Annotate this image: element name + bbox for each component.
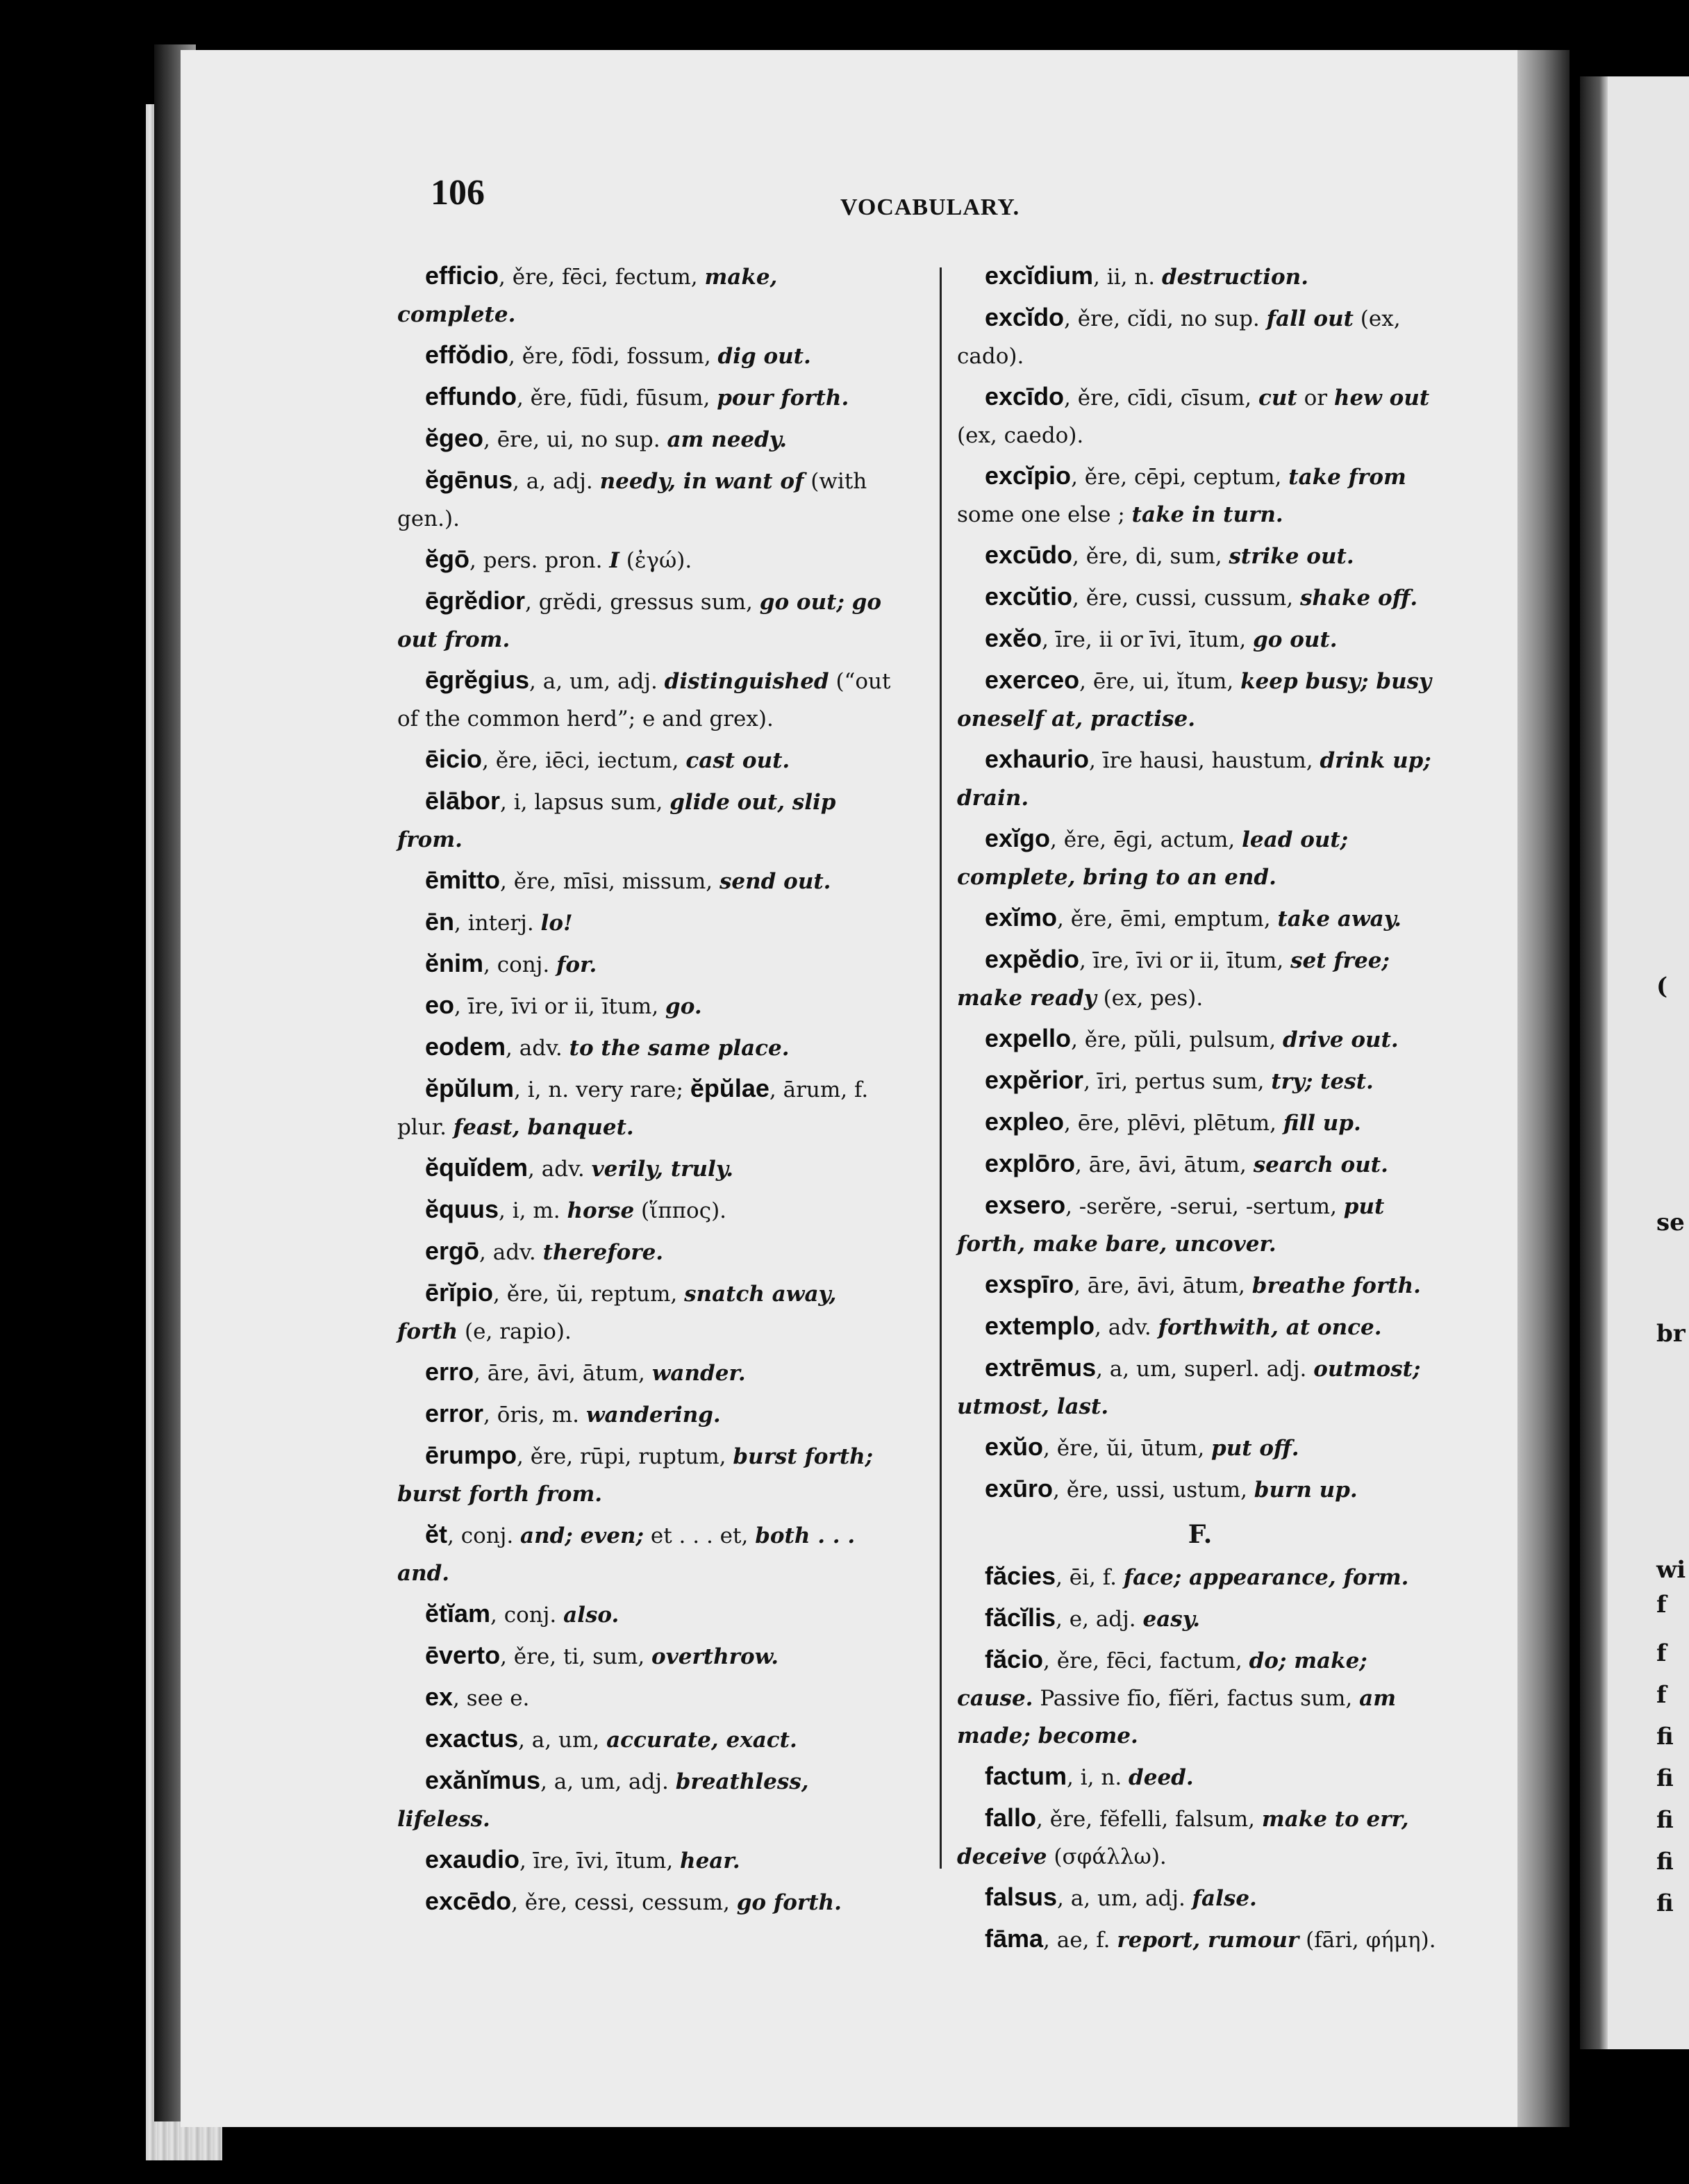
grammar-info: , adv.	[506, 1036, 569, 1061]
head-word: ēgrĕdior	[425, 586, 526, 615]
grammar-info: , see e.	[453, 1686, 530, 1711]
vocabulary-entry	[397, 782, 901, 859]
adjacent-page-gutter	[1580, 76, 1608, 2049]
vocabulary-entry	[397, 1070, 901, 1146]
head-word: expello	[985, 1024, 1072, 1052]
definition: report, rumour	[1117, 1928, 1299, 1953]
adjacent-page-text-fragment: br	[1656, 1320, 1686, 1348]
definition: shake off.	[1299, 586, 1418, 611]
definition: accurate, exact.	[606, 1728, 797, 1753]
head-word: fallo	[985, 1803, 1037, 1832]
definition: fall out	[1266, 306, 1354, 331]
etymology-note: some one else ;	[957, 502, 1132, 527]
head-word: ēgrĕgius	[425, 665, 530, 694]
head-word: exĭgo	[985, 824, 1051, 852]
vocabulary-entry	[397, 861, 901, 900]
adjacent-page-text-fragment: wi	[1656, 1556, 1686, 1584]
vocabulary-entry	[957, 1641, 1443, 1755]
head-word: erro	[425, 1357, 474, 1386]
grammar-info: , ěre, ēgi, actum,	[1050, 827, 1242, 852]
vocabulary-entry	[957, 1799, 1443, 1876]
definition: take away.	[1277, 907, 1401, 932]
grammar-info: , a, um, superl. adj.	[1096, 1357, 1314, 1382]
etymology-note: (fāri, φήμη).	[1299, 1928, 1436, 1953]
head-word: ēlābor	[425, 786, 501, 815]
definition: also.	[563, 1603, 619, 1628]
head-word: ex	[425, 1682, 454, 1711]
head-word: excĭdium	[985, 261, 1094, 290]
vocabulary-entry	[397, 945, 901, 984]
etymology-note: (ἵππος).	[634, 1198, 727, 1223]
etymology-note: (ex, cado).	[957, 306, 1401, 369]
definition: to the same place.	[569, 1036, 790, 1061]
grammar-info: , ěre, fĕfelli, falsum,	[1036, 1807, 1262, 1832]
vocabulary-entry	[397, 986, 901, 1025]
head-word: ergō	[425, 1236, 480, 1265]
adjacent-page-text-fragment: fi	[1656, 1806, 1674, 1834]
head-word: excĭpio	[985, 461, 1072, 490]
definition: lo!	[540, 911, 573, 936]
vocabulary-entry	[397, 1678, 901, 1717]
vocabulary-entry	[957, 741, 1443, 817]
definition: needy, in want of	[599, 469, 804, 494]
vocabulary-entry	[397, 336, 901, 375]
definition: go forth.	[736, 1890, 842, 1915]
grammar-info: , adv.	[479, 1240, 543, 1265]
grammar-info: , īre, īvi, ītum,	[519, 1848, 681, 1873]
gutter-shadow	[1517, 50, 1570, 2127]
head-word: făcio	[985, 1645, 1044, 1673]
grammar-info: , ěre, cēpi, ceptum,	[1071, 465, 1289, 490]
grammar-info: , adv.	[1095, 1315, 1158, 1340]
vocabulary-entry	[957, 1470, 1443, 1509]
definition: burst forth; burst forth from.	[397, 1444, 874, 1507]
grammar-info: , ěre, fōdi, fossum,	[508, 344, 718, 369]
grammar-info: , īre, īvi or ii, ītum,	[454, 994, 666, 1019]
head-word: ĕquus	[425, 1195, 499, 1223]
vocabulary-entry	[957, 1061, 1443, 1100]
definition: burn up.	[1254, 1478, 1358, 1503]
vocabulary-entry	[957, 1599, 1443, 1638]
grammar-info: , ii, n.	[1093, 265, 1162, 290]
etymology-note: or	[1297, 386, 1334, 411]
head-word: expĕdio	[985, 945, 1080, 973]
head-word: ērumpo	[425, 1441, 517, 1469]
head-word: excĭdo	[985, 303, 1065, 331]
definition: outmost; utmost, last.	[957, 1357, 1421, 1419]
head-word: explōro	[985, 1149, 1076, 1177]
etymology-note: (ex, pes).	[1096, 986, 1204, 1011]
head-word: exŭo	[985, 1432, 1044, 1461]
adjacent-page-text-fragment: (	[1656, 973, 1668, 1000]
definition: both . . . and.	[397, 1523, 856, 1586]
head-word: extrēmus	[985, 1353, 1097, 1382]
vocabulary-entry	[397, 1274, 901, 1350]
etymology-note: (ex, caedo).	[957, 423, 1084, 448]
etymology-note: (ἐγώ).	[619, 548, 692, 573]
grammar-info: , a, um,	[518, 1728, 607, 1753]
head-word: error	[425, 1399, 484, 1428]
head-word: ēmitto	[425, 866, 500, 894]
definition: do; make; cause.	[957, 1648, 1367, 1711]
head-word: efficio	[425, 261, 499, 290]
vocabulary-entry	[957, 457, 1443, 533]
head-word: excēdo	[425, 1887, 512, 1915]
grammar-info: , adv.	[528, 1157, 592, 1182]
grammar-info: , a, um, adj.	[1057, 1886, 1192, 1911]
definition: send out.	[719, 869, 831, 894]
grammar-info: , pers. pron.	[469, 548, 610, 573]
vocabulary-entry	[957, 1266, 1443, 1305]
grammar-info: , ārum, f. plur.	[397, 1077, 869, 1140]
grammar-info: , ěre, fēci, factum,	[1043, 1648, 1249, 1673]
vocabulary-entry	[957, 378, 1443, 454]
grammar-info: , i, n. very rare;	[514, 1077, 690, 1102]
definition: try; test.	[1271, 1069, 1374, 1094]
vocabulary-entry	[397, 461, 901, 538]
grammar-info: , īri, pertus sum,	[1083, 1069, 1272, 1094]
grammar-info: , īre hausi, haustum,	[1089, 748, 1320, 773]
definition: take in turn.	[1131, 502, 1283, 527]
definition: make, complete.	[397, 265, 778, 327]
definition: verily, truly.	[591, 1157, 734, 1182]
vocabulary-entry	[957, 1920, 1443, 1959]
definition: distinguished	[664, 669, 829, 694]
vocabulary-entry	[957, 578, 1443, 617]
head-word: ēverto	[425, 1641, 501, 1669]
vocabulary-entry	[957, 941, 1443, 1017]
vocabulary-entry	[397, 1395, 901, 1434]
definition: take from	[1288, 465, 1406, 490]
vocabulary-entry	[397, 420, 901, 458]
vocabulary-entry	[397, 903, 901, 942]
vocabulary-entry	[957, 1145, 1443, 1184]
grammar-info: , āre, āvi, ātum,	[474, 1361, 652, 1386]
head-word: exaudio	[425, 1845, 520, 1873]
vocabulary-entry	[397, 1232, 901, 1271]
etymology-note: (σφάλλω).	[1047, 1844, 1167, 1869]
vocabulary-entry	[397, 741, 901, 779]
definition: horse	[567, 1198, 635, 1223]
definition: cast out.	[685, 748, 790, 773]
grammar-info: , ae, f.	[1043, 1928, 1117, 1953]
definition: go out; go out from.	[397, 590, 882, 652]
adjacent-page-text-fragment: fi	[1656, 1889, 1674, 1917]
head-word: făcĭlis	[985, 1603, 1056, 1632]
grammar-info: , a, um, adj.	[540, 1769, 676, 1794]
vocabulary-entry	[957, 1757, 1443, 1796]
grammar-info: , conj.	[447, 1523, 521, 1548]
head-word: exănĭmus	[425, 1766, 541, 1794]
head-word: extemplo	[985, 1312, 1095, 1340]
definition: strike out.	[1229, 544, 1354, 569]
vocabulary-entry	[397, 1883, 901, 1921]
vocabulary-entry	[957, 1878, 1443, 1917]
adjacent-page-text-fragment: se	[1656, 1209, 1685, 1236]
grammar-info: , ēre, plēvi, plētum,	[1064, 1111, 1283, 1136]
head-word: ĕt	[425, 1520, 448, 1548]
vocabulary-entry	[957, 536, 1443, 575]
head-word: factum	[985, 1762, 1067, 1790]
head-word: excūdo	[985, 540, 1073, 569]
head-word: eo	[425, 991, 455, 1019]
definition: destruction.	[1161, 265, 1309, 290]
adjacent-page-text-fragment: fi	[1656, 1848, 1674, 1876]
definition: forthwith, at once.	[1158, 1315, 1382, 1340]
etymology-note: (“out of the common herd”; e and grex).	[397, 669, 891, 731]
grammar-info: , ěre, fūdi, fūsum,	[516, 386, 717, 411]
head-word: ērĭpio	[425, 1278, 494, 1307]
grammar-info: , i, n.	[1067, 1765, 1129, 1790]
head-word: falsus	[985, 1883, 1058, 1911]
head-word: fāma	[985, 1924, 1044, 1953]
vocabulary-entry	[397, 582, 901, 659]
head-word: exĕo	[985, 624, 1042, 652]
definition: and; even;	[520, 1523, 644, 1548]
etymology-note: et . . . et,	[644, 1523, 756, 1548]
head-word: ĕpŭlae	[690, 1074, 769, 1102]
definition: hew out	[1333, 386, 1430, 411]
head-word: exsero	[985, 1191, 1066, 1219]
grammar-info: , ēre, ui, ĭtum,	[1079, 669, 1241, 694]
vocabulary-entry	[957, 1186, 1443, 1263]
head-word: ĕpŭlum	[425, 1074, 515, 1102]
definition: deed.	[1129, 1765, 1194, 1790]
head-word: exhaurio	[985, 745, 1090, 773]
head-word: effundo	[425, 382, 517, 411]
vocabulary-entry	[957, 299, 1443, 375]
adjacent-page	[1580, 76, 1689, 2049]
head-word: expleo	[985, 1107, 1065, 1136]
head-word: effŏdio	[425, 340, 508, 369]
vocabulary-entry	[397, 1028, 901, 1067]
grammar-info: , interj.	[454, 911, 541, 936]
definition: make to err, deceive	[957, 1807, 1409, 1869]
head-word: excŭtio	[985, 582, 1073, 611]
left-column	[397, 257, 901, 1924]
grammar-info: , ěre, rūpi, ruptum,	[517, 1444, 733, 1469]
grammar-info: , ěre, di, sum,	[1072, 544, 1229, 569]
head-word: exactus	[425, 1724, 519, 1753]
grammar-info: , ěre, ussi, ustum,	[1053, 1478, 1254, 1503]
page-number: 106	[431, 173, 485, 213]
vocabulary-entry	[957, 820, 1443, 896]
vocabulary-entry	[957, 1307, 1443, 1346]
definition: breathless, lifeless.	[397, 1769, 809, 1832]
definition: lead out; complete, bring to an end.	[957, 827, 1349, 890]
vocabulary-entry	[957, 257, 1443, 296]
grammar-info: , -serĕre, -serui, -sertum,	[1065, 1194, 1344, 1219]
vocabulary-entry	[957, 620, 1443, 659]
vocabulary-entry	[397, 540, 901, 579]
running-head: VOCABULARY.	[840, 195, 1020, 220]
vocabulary-entry	[397, 661, 901, 738]
definition: put off.	[1211, 1436, 1299, 1461]
definition: breathe forth.	[1251, 1273, 1421, 1298]
vocabulary-entry	[957, 1557, 1443, 1596]
section-letter: F.	[1188, 1520, 1213, 1549]
vocabulary-entry	[397, 1637, 901, 1676]
definition: set free; make ready	[957, 948, 1390, 1011]
head-word: ĕtĭam	[425, 1599, 491, 1628]
definition: wandering.	[585, 1403, 721, 1428]
grammar-info: , īre, ii or īvi, ītum,	[1042, 627, 1254, 652]
definition: pour forth.	[717, 386, 849, 411]
head-word: exūro	[985, 1474, 1054, 1503]
grammar-info: , āre, āvi, ātum,	[1074, 1273, 1252, 1298]
grammar-info: , ěre, cessi, cessum,	[511, 1890, 737, 1915]
vocabulary-entry	[397, 1595, 901, 1634]
definition: I	[609, 548, 619, 573]
grammar-info: , ēi, f.	[1056, 1565, 1124, 1590]
grammar-info: , i, lapsus sum,	[500, 790, 670, 815]
right-column	[957, 257, 1443, 1962]
head-word: ĕgō	[425, 545, 470, 573]
vocabulary-entry	[397, 1720, 901, 1759]
grammar-info: , ěre, ŭi, reptum,	[493, 1282, 685, 1307]
grammar-info: , conj.	[483, 952, 557, 977]
column-divider	[940, 267, 942, 1869]
adjacent-page-text-fragment: f	[1656, 1591, 1667, 1619]
definition: easy.	[1142, 1607, 1200, 1632]
head-word: ēn	[425, 907, 455, 936]
definition: drive out.	[1283, 1027, 1399, 1052]
head-word: expĕrior	[985, 1066, 1084, 1094]
head-word: exĭmo	[985, 903, 1058, 932]
grammar-info: , ěre, iēci, iectum,	[482, 748, 686, 773]
definition: cut	[1258, 386, 1297, 411]
definition: go out.	[1253, 627, 1338, 652]
grammar-info: , grĕdi, gressus sum,	[525, 590, 760, 615]
vocabulary-entry	[957, 1349, 1443, 1425]
definition: keep busy; busy oneself at, practise.	[957, 669, 1432, 731]
grammar-info: , ěre, cīdi, cīsum,	[1064, 386, 1258, 411]
grammar-info: , āre, āvi, ātum,	[1075, 1152, 1254, 1177]
definition: feast, banquet.	[453, 1115, 634, 1140]
definition: fill up.	[1283, 1111, 1361, 1136]
grammar-info: , ěre, pŭli, pulsum,	[1071, 1027, 1283, 1052]
vocabulary-entry	[397, 1516, 901, 1592]
adjacent-page-text-fragment: f	[1656, 1681, 1667, 1709]
vocabulary-entry	[957, 1020, 1443, 1059]
definition: put forth, make bare, uncover.	[957, 1194, 1385, 1257]
grammar-info: , ěre, cussi, cussum,	[1072, 586, 1300, 611]
grammar-info: , conj.	[490, 1603, 564, 1628]
head-word: ēicio	[425, 745, 483, 773]
vocabulary-entry	[397, 378, 901, 417]
definition: glide out, slip from.	[397, 790, 836, 852]
definition: wander.	[651, 1361, 746, 1386]
definition: false.	[1192, 1886, 1257, 1911]
definition: go.	[665, 994, 702, 1019]
vocabulary-entry	[397, 1149, 901, 1188]
adjacent-page-text-fragment: f	[1656, 1639, 1667, 1667]
vocabulary-entry	[397, 1762, 901, 1838]
definition: am needy.	[667, 427, 788, 452]
grammar-info: , ēre, ui, no sup.	[483, 427, 667, 452]
head-word: exspīro	[985, 1270, 1074, 1298]
head-word: ĕgēnus	[425, 465, 513, 494]
vocabulary-entry	[397, 1191, 901, 1230]
grammar-info: , e, adj.	[1056, 1607, 1143, 1632]
definition: snatch away, forth	[397, 1282, 837, 1344]
head-word: ĕquĭdem	[425, 1153, 529, 1182]
grammar-info: , ěre, ti, sum,	[500, 1644, 652, 1669]
definition: am made; become.	[957, 1686, 1397, 1748]
vocabulary-entry	[957, 899, 1443, 938]
grammar-info: , īre, īvi or ii, ītum,	[1079, 948, 1291, 973]
grammar-info: , a, adj.	[513, 469, 600, 494]
vocabulary-entry	[957, 661, 1443, 738]
head-word: eodem	[425, 1032, 506, 1061]
vocabulary-entry	[397, 1353, 901, 1392]
grammar-info: , ěre, cĭdi, no sup.	[1064, 306, 1267, 331]
head-word: ĕnim	[425, 949, 484, 977]
head-word: excīdo	[985, 382, 1065, 411]
vocabulary-entry	[397, 1841, 901, 1880]
definition: therefore.	[542, 1240, 664, 1265]
definition: dig out.	[717, 344, 811, 369]
definition: for.	[556, 952, 597, 977]
definition: search out.	[1253, 1152, 1388, 1177]
adjacent-page-text-fragment: fi	[1656, 1764, 1674, 1792]
grammar-info: , ěre, ēmi, emptum,	[1057, 907, 1278, 932]
vocabulary-entry	[397, 257, 901, 333]
head-word: făcies	[985, 1562, 1056, 1590]
head-word: ĕgeo	[425, 424, 484, 452]
vocabulary-entry	[957, 1103, 1443, 1142]
etymology-note: (with gen.).	[397, 469, 867, 531]
adjacent-page-text-fragment: fi	[1656, 1723, 1674, 1751]
grammar-info: , ěre, ŭi, ūtum,	[1043, 1436, 1212, 1461]
etymology-note: Passive fīo, fĭĕri, factus sum,	[1033, 1686, 1360, 1711]
grammar-info: , ěre, fēci, fectum,	[499, 265, 705, 290]
grammar-info: , a, um, adj.	[529, 669, 665, 694]
definition: overthrow.	[651, 1644, 779, 1669]
definition: face; appearance, form.	[1123, 1565, 1409, 1590]
etymology-note: (e, rapio).	[458, 1319, 572, 1344]
grammar-info: , ěre, mīsi, missum,	[500, 869, 719, 894]
definition: hear.	[680, 1848, 740, 1873]
vocabulary-entry	[957, 1428, 1443, 1467]
grammar-info: , ōris, m.	[483, 1403, 586, 1428]
definition: drink up; drain.	[957, 748, 1431, 811]
grammar-info: , i, m.	[499, 1198, 567, 1223]
vocabulary-entry	[397, 1437, 901, 1513]
head-word: exerceo	[985, 665, 1080, 694]
